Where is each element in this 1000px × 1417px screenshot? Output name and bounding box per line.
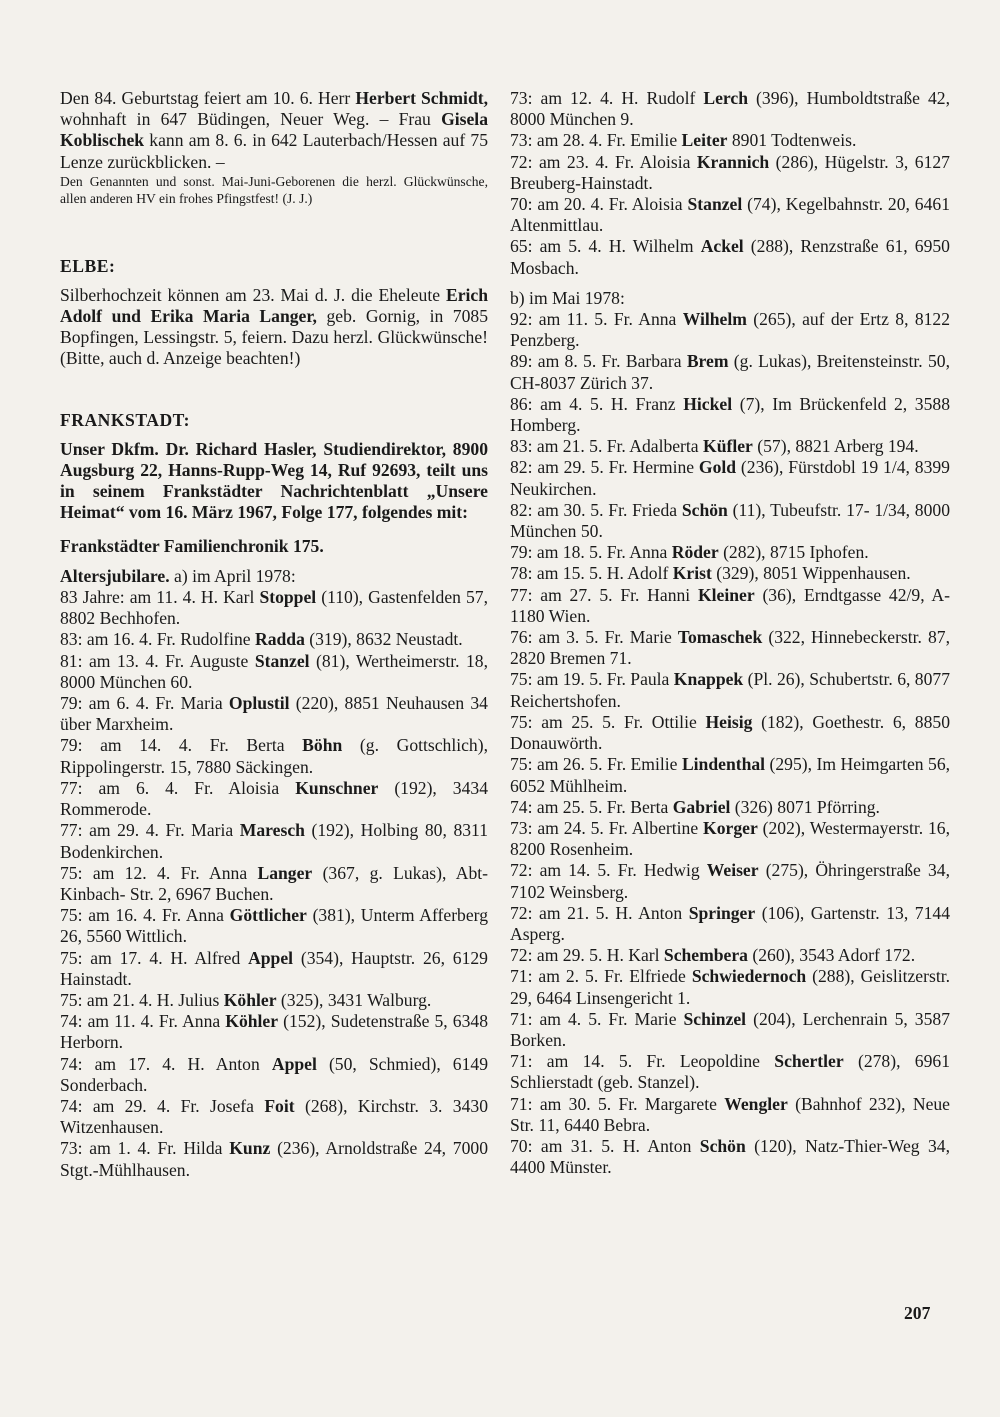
list-item: 75: am 25. 5. Fr. Ottilie Heisig (182), Goethestr. 6, 8850 Donauwörth.	[510, 711, 950, 754]
list-item: 71: am 14. 5. Fr. Leopoldine Schertler (278), 6961 Schlierstadt (geb. Stanzel).	[510, 1051, 950, 1093]
list-item: 74: am 11. 4. Fr. Anna Köhler (152), Sudetenstraße 5, 6348 Herborn.	[60, 1011, 488, 1053]
list-item: 79: am 14. 4. Fr. Berta Böhn (g. Gottschlich), Rippolingerstr. 15, 7880 Säckingen.	[60, 735, 488, 777]
list-item: 78: am 15. 5. H. Adolf Krist (329), 8051 Wippenhausen.	[510, 563, 911, 584]
list-item: 75: am 16. 4. Fr. Anna Göttlicher (381), Unterm Afferberg 26, 5560 Wittlich.	[60, 905, 488, 947]
frankstadt-intro: Unser Dkfm. Dr. Richard Hasler, Studiendirektor, 8900 Augsburg 22, Hanns-Rupp-Weg 14, Ruf 92693, teilt uns in seinem Frankstädter Nachrichtenblatt „Unsere Heimat“ vom 16. März 1967, Folge 177, folgendes mit:	[60, 438, 488, 523]
list-item: 75: am 26. 5. Fr. Emilie Lindenthal (295), Im Heimgarten 56, 6052 Mühlheim.	[510, 754, 951, 796]
list-item: 73: am 1. 4. Fr. Hilda Kunz (236), Arnoldstraße 24, 7000 Stgt.-Mühlhausen.	[60, 1138, 488, 1180]
list-item: 77: am 27. 5. Fr. Hanni Kleiner (36), Erndtgasse 42/9, A-1180 Wien.	[510, 584, 950, 626]
list-item: 82: am 29. 5. Fr. Hermine Gold (236), Fürstdobl 19 1/4, 8399 Neukirchen.	[510, 457, 950, 499]
list-item: 73: am 28. 4. Fr. Emilie Leiter 8901 Todtenweis.	[510, 130, 857, 151]
list-item: 73: am 24. 5. Fr. Albertine Korger (202), Westermayerstr. 16, 8200 Rosenheim.	[510, 817, 950, 860]
list-item: 71: am 2. 5. Fr. Elfriede Schwiedernoch (288), Geislitzerstr. 29, 6464 Linsengericht 1.	[510, 966, 950, 1008]
list-item: 74: am 17. 4. H. Anton Appel (50, Schmied), 6149 Sonderbach.	[60, 1053, 488, 1095]
left-column	[60, 88, 488, 1181]
intro-paragraph: Den 84. Geburtstag feiert am 10. 6. Herr Herbert Schmidt, wohnhaft in 647 Büdingen, Neuer Weg. – Frau Gisela Koblischek kann am 8. 6. in 642 Lauterbach/Hessen auf 75 Lenze zurückblicken. –	[60, 88, 488, 172]
list-item: 74: am 29. 4. Fr. Josefa Foit (268), Kirchstr. 3. 3430 Witzenhausen.	[60, 1095, 488, 1138]
list-item: 72: am 21. 5. H. Anton Springer (106), Gartenstr. 13, 7144 Asperg.	[510, 902, 950, 944]
list-item: 75: am 12. 4. Fr. Anna Langer (367, g. Lukas), Abt-Kinbach- Str. 2, 6967 Buchen.	[60, 862, 488, 904]
chronik-title: Frankstädter Familienchronik 175.	[60, 535, 324, 556]
april-entries-right	[510, 88, 950, 279]
list-item: 75: am 17. 4. H. Alfred Appel (354), Hauptstr. 26, 6129 Hainstadt.	[60, 947, 488, 989]
list-item: 75: am 21. 4. H. Julius Köhler (325), 3431 Walburg.	[60, 989, 432, 1010]
list-item: 70: am 20. 4. Fr. Aloisia Stanzel (74), Kegelbahnstr. 20, 6461 Altenmittlau.	[510, 194, 950, 236]
list-item: 82: am 30. 5. Fr. Frieda Schön (11), Tubeufstr. 17- 1/34, 8000 München 50.	[510, 499, 950, 542]
list-item: 75: am 19. 5. Fr. Paula Knappek (Pl. 26), Schubertstr. 6, 8077 Reichertshofen.	[510, 669, 950, 711]
section-heading-elbe: ELBE:	[60, 255, 116, 276]
may-entries	[510, 309, 950, 1178]
list-item: 86: am 4. 5. H. Franz Hickel (7), Im Brückenfeld 2, 3588 Homberg.	[510, 393, 950, 436]
list-item: 81: am 13. 4. Fr. Auguste Stanzel (81), Wertheimerstr. 18, 8000 München 60.	[60, 650, 489, 692]
right-column	[510, 88, 950, 1178]
list-item: 71: am 30. 5. Fr. Margarete Wengler (Bahnhof 232), Neue Str. 11, 6440 Bebra.	[510, 1093, 950, 1135]
list-item: 89: am 8. 5. Fr. Barbara Brem (g. Lukas), Breitensteinstr. 50, CH-8037 Zürich 37.	[510, 351, 950, 393]
list-item: 73: am 12. 4. H. Rudolf Lerch (396), Humboldtstraße 42, 8000 München 9.	[510, 88, 950, 130]
list-item: 65: am 5. 4. H. Wilhelm Ackel (288), Renzstraße 61, 6950 Mosbach.	[510, 236, 950, 278]
list-item: 83 Jahre: am 11. 4. H. Karl Stoppel (110), Gastenfelden 57, 8802 Bechhofen.	[60, 587, 488, 629]
list-item: 77: am 6. 4. Fr. Aloisia Kunschner (192), 3434 Rommerode.	[60, 777, 488, 820]
list-item: 92: am 11. 5. Fr. Anna Wilhelm (265), auf der Ertz 8, 8122 Penzberg.	[510, 309, 951, 351]
list-item: 72: am 23. 4. Fr. Aloisia Krannich (286), Hügelstr. 3, 6127 Breuberg-Hainstadt.	[510, 151, 950, 193]
page-number: 207	[904, 1303, 931, 1323]
april-entries-left	[60, 587, 488, 1181]
section-heading-frankstadt: FRANKSTADT:	[60, 409, 190, 430]
list-item: 70: am 31. 5. H. Anton Schön (120), Natz-Thier-Weg 34, 4400 Münster.	[510, 1135, 950, 1178]
list-item: 72: am 14. 5. Fr. Hedwig Weiser (275), Öhringerstraße 34, 7102 Weinsberg.	[510, 860, 950, 902]
list-item: 72: am 29. 5. H. Karl Schembera (260), 3543 Adorf 172.	[510, 945, 916, 966]
list-item: 79: am 18. 5. Fr. Anna Röder (282), 8715 Iphofen.	[510, 542, 869, 563]
jubilare-may-heading: b) im Mai 1978:	[510, 287, 625, 308]
list-item: 71: am 4. 5. Fr. Marie Schinzel (204), Lerchenrain 5, 3587 Borken.	[510, 1008, 950, 1050]
intro-greeting: Den Genannten und sonst. Mai-Juni-Geborenen die herzl. Glückwünsche, allen anderen HV ein frohes Pfingstfest! (J. J.)	[60, 173, 488, 207]
list-item: 79: am 6. 4. Fr. Maria Oplustil (220), 8851 Neuhausen 34 über Marxheim.	[60, 693, 488, 735]
list-item: 83: am 21. 5. Fr. Adalberta Küfler (57), 8821 Arberg 194.	[510, 436, 919, 457]
list-item: 76: am 3. 5. Fr. Marie Tomaschek (322, Hinnebeckerstr. 87, 2820 Bremen 71.	[510, 627, 951, 669]
list-item: 83: am 16. 4. Fr. Rudolfine Radda (319), 8632 Neustadt.	[60, 629, 463, 650]
list-item: 77: am 29. 4. Fr. Maria Maresch (192), Holbing 80, 8311 Bodenkirchen.	[60, 820, 488, 862]
elbe-paragraph: Silberhochzeit können am 23. Mai d. J. die Eheleute Erich Adolf und Erika Maria Langer, geb. Gornig, in 7085 Bopfingen, Lessingstr. 5, feiern. Dazu herzl. Glückwünsche! (Bitte, auch d. Anzeige beachten!)	[60, 284, 488, 369]
jubilare-april-heading: Altersjubilare. a) im April 1978:	[60, 565, 296, 586]
list-item: 74: am 25. 5. Fr. Berta Gabriel (326) 8071 Pförring.	[510, 796, 880, 817]
